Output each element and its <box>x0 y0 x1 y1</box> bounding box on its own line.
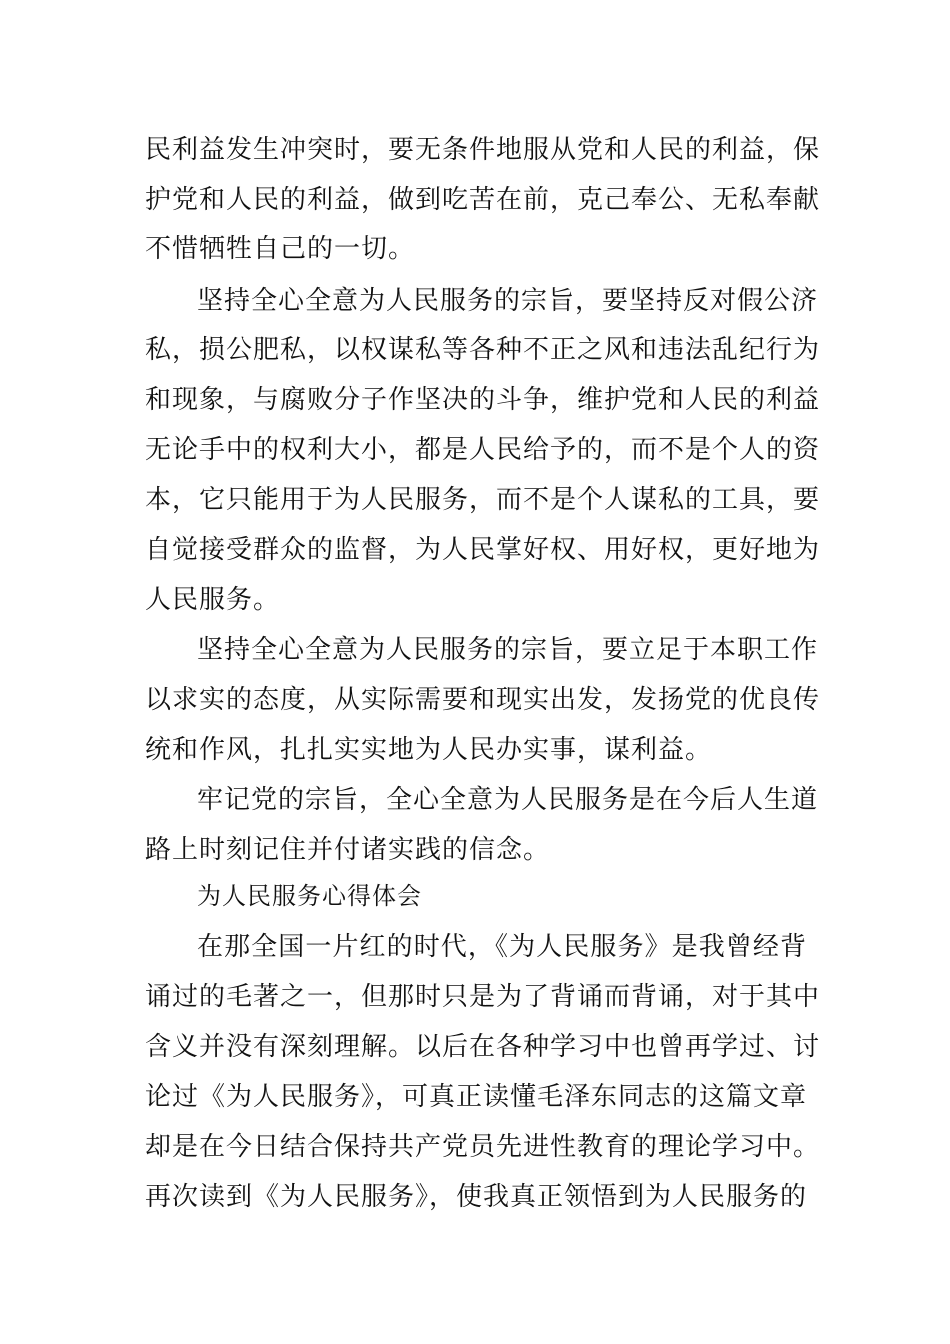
text-line: 牢记党的宗旨，全心全意为人民服务是在今后人生道 <box>197 785 819 815</box>
text-line: 诵过的毛著之一，但那时只是为了背诵而背诵，对于其中 <box>145 982 821 1012</box>
text-line: 以求实的态度，从实际需要和现实出发，发扬党的优良传 <box>145 685 821 715</box>
text-line: 在那全国一片红的时代，《为人民服务》是我曾经背 <box>197 932 807 962</box>
text-line: 坚持全心全意为人民服务的宗旨，要坚持反对假公济 <box>197 286 819 316</box>
text-line: 和现象，与腐败分子作坚决的斗争，维护党和人民的利益 <box>145 385 821 415</box>
text-line: 私，损公肥私，以权谋私等各种不正之风和违法乱纪行为 <box>145 335 821 365</box>
text-line: 坚持全心全意为人民服务的宗旨，要立足于本职工作 <box>197 635 819 665</box>
text-line: 再次读到《为人民服务》，使我真正领悟到为人民服务的 <box>145 1182 808 1212</box>
text-line: 无论手中的权利大小，都是人民给予的，而不是个人的资 <box>145 435 821 465</box>
text-line: 不惜牺牲自己的一切。 <box>145 234 416 264</box>
text-line: 统和作风，扎扎实实地为人民办实事，谋利益。 <box>145 735 713 765</box>
text-line: 论过《为人民服务》，可真正读懂毛泽东同志的这篇文章 <box>145 1082 808 1112</box>
section-heading: 为人民服务心得体会 <box>197 882 422 910</box>
text-line: 本，它只能用于为人民服务，而不是个人谋私的工具，要 <box>145 485 821 515</box>
text-line: 却是在今日结合保持共产党员先进性教育的理论学习中。 <box>145 1132 821 1162</box>
text-line: 民利益发生冲突时，要无条件地服从党和人民的利益，保 <box>145 135 821 165</box>
text-line: 护党和人民的利益，做到吃苦在前，克己奉公、无私奉献 <box>145 185 821 215</box>
text-line: 含义并没有深刻理解。以后在各种学习中也曾再学过、讨 <box>145 1032 821 1062</box>
text-line: 人民服务。 <box>145 585 281 615</box>
text-line: 自觉接受群众的监督，为人民掌好权、用好权，更好地为 <box>145 535 821 565</box>
text-line: 路上时刻记住并付诸实践的信念。 <box>145 835 551 865</box>
